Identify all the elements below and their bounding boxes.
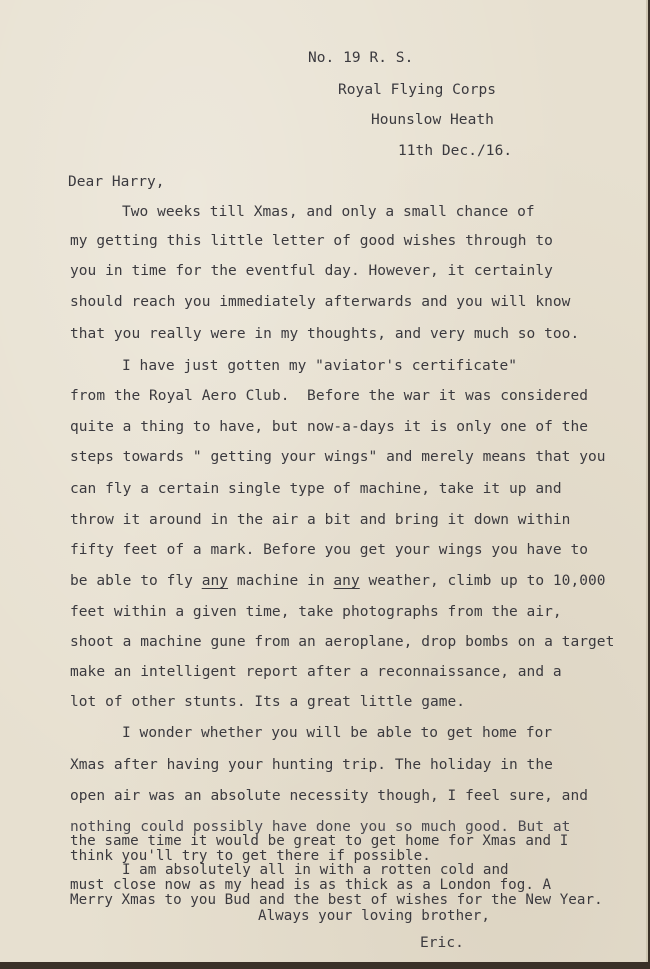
letter-line: should reach you immediately afterwards and you will know (70, 294, 571, 310)
letter-line: feet within a given time, take photographs from the air, (70, 604, 562, 620)
letter-line: Merry Xmas to you Bud and the best of wishes for the New Year. (70, 892, 603, 908)
letter-line: Xmas after having your hunting trip. The holiday in the (70, 757, 553, 773)
letter-line: you in time for the eventful day. However, it certainly (70, 263, 553, 279)
letter-line: I am absolutely all in with a rotten cold and (122, 862, 509, 878)
signature: Eric. (420, 935, 464, 951)
header-unit: No. 19 R. S. (308, 50, 414, 66)
letter-line: lot of other stunts. Its a great little game. (70, 694, 466, 710)
letter-line: that you really were in my thoughts, and very much so too. (70, 326, 580, 342)
closing: Always your loving brother, (258, 908, 490, 924)
any-line-mid: machine in (228, 573, 334, 589)
letter-line: the same time it would be great to get home for Xmas and I (70, 833, 569, 849)
letter-line: I have just gotten my "aviator's certificate" (122, 358, 518, 374)
letter-line: can fly a certain single type of machine, take it up and (70, 481, 562, 497)
letter-line: Two weeks till Xmas, and only a small chance of (122, 204, 535, 220)
letter-line: nothing could possibly have done you so much good. But at (70, 819, 571, 835)
letter-line: steps towards " getting your wings" and merely means that you (70, 449, 606, 465)
letter-line: my getting this little letter of good wishes through to (70, 233, 553, 249)
letter-line: fifty feet of a mark. Before you get your wings you have to (70, 542, 589, 558)
letter-line-any (70, 572, 606, 590)
underlined-any: any (201, 573, 229, 589)
salutation: Dear Harry, (68, 174, 165, 190)
letter-line: from the Royal Aero Club. Before the war it was considered (70, 388, 589, 404)
letter-line: make an intelligent report after a reconnaissance, and a (70, 664, 562, 680)
letter-line: quite a thing to have, but now-a-days it is only one of the (70, 419, 589, 435)
letter-line: must close now as my head is as thick as a London fog. A (70, 877, 552, 893)
letter-line: I wonder whether you will be able to get home for (122, 725, 553, 741)
header-date: 11th Dec./16. (398, 143, 513, 159)
header-corps: Royal Flying Corps (338, 82, 497, 98)
letter-line: shoot a machine gune from an aeroplane, drop bombs on a target (70, 634, 615, 650)
any-line-post: weather, climb up to 10,000 (359, 573, 606, 589)
letter-line: open air was an absolute necessity though, I feel sure, and (70, 788, 589, 804)
underlined-any: any (333, 573, 360, 589)
letter-line: think you'll try to get there if possible. (70, 848, 431, 864)
letter-line: throw it around in the air a bit and bring it down within (70, 512, 571, 528)
header-place: Hounslow Heath (371, 112, 494, 128)
any-line-pre: be able to fly (70, 573, 202, 589)
